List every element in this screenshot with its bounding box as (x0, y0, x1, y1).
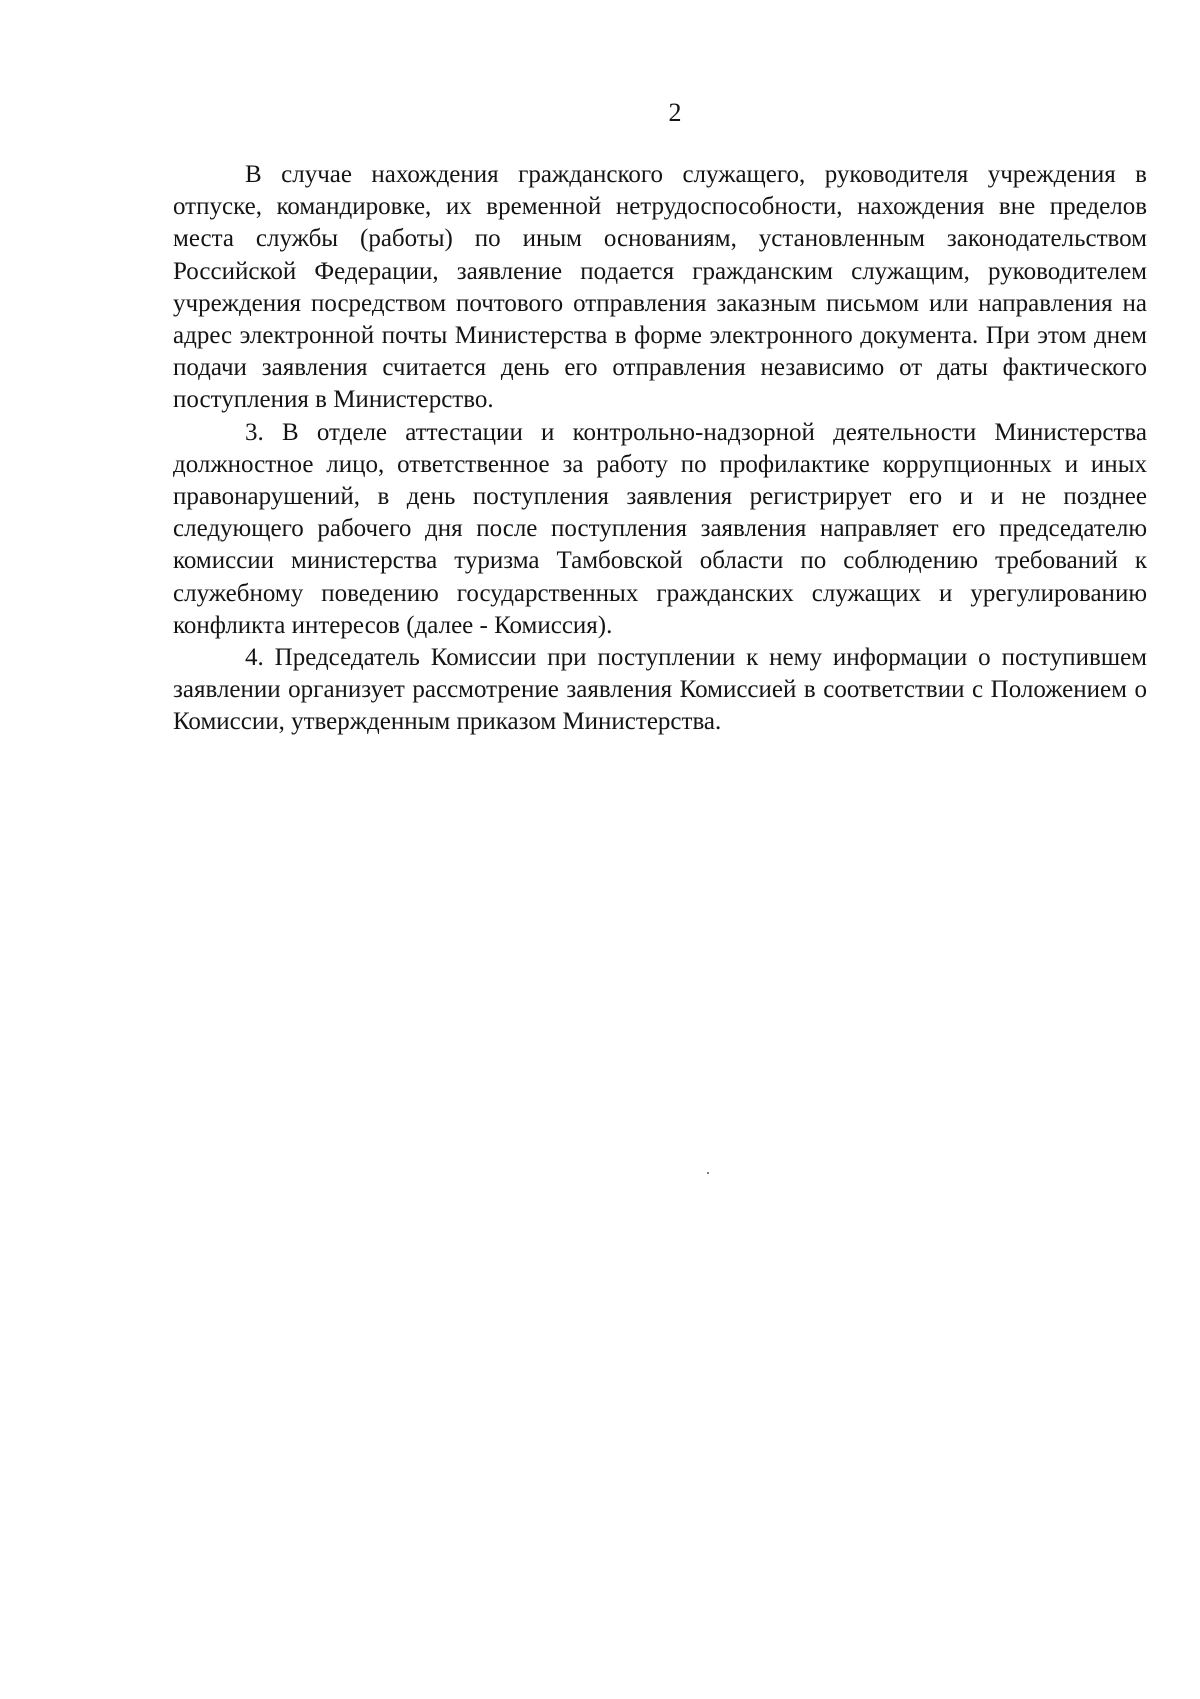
scan-speck (707, 1172, 709, 1174)
paragraph-item-4-commission-review: 4. Председатель Комиссии при поступлении к нему информации о поступившем заявлении организует рассмотрение заявления Комиссией в соответствии с Положением о Комиссии, утвержденным приказом Министерства. (173, 644, 1147, 736)
paragraph-item-3-registration: 3. В отделе аттестации и контрольно-надзорной деятельности Министерства должностное лицо, ответственное за работу по профилактике коррупционных и иных правонарушений, в день поступления заявления регистрирует его и и не позднее следующего рабочего дня после поступления заявления направляет его председателю комиссии министерства туризма Тамбовской области по соблюдению требований к служебному поведению государственных гражданских служащих и урегулированию конфликта интересов (далее - Комиссия). (173, 418, 1147, 639)
page-number: 2 (668, 98, 682, 127)
document-body (173, 159, 1147, 739)
paragraph-absence-submission: В случае нахождения гражданского служащего, руководителя учреждения в отпуске, командировке, их временной нетрудоспособности, нахождения вне пределов места службы (работы) по иным основаниям, установленным законодательством Российской Федерации, заявление подается гражданским служащим, руководителем учреждения посредством почтового отправления заказным письмом или направления на адрес электронной почты Министерства в форме электронного документа. При этом днем подачи заявления считается день его отправления независимо от даты фактического поступления в Министерство. (173, 161, 1147, 414)
